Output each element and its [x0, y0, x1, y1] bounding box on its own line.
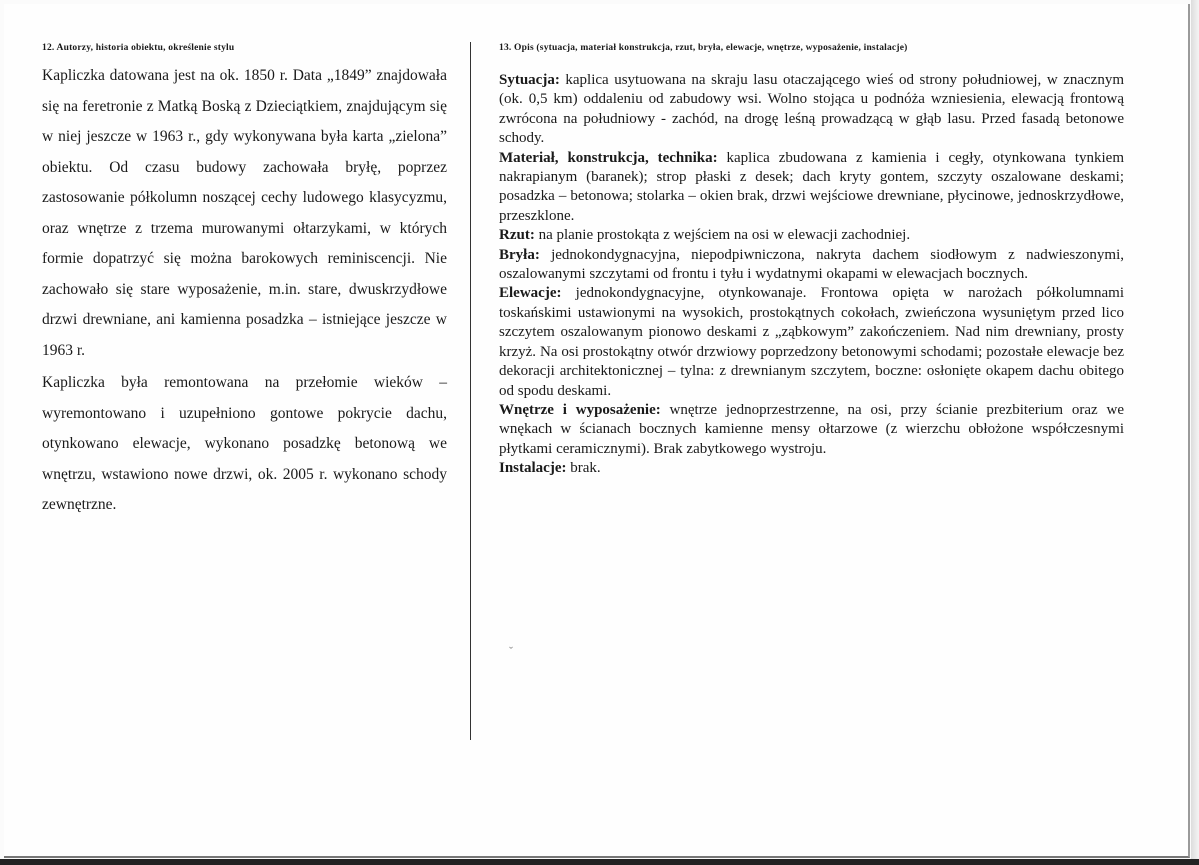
section-label: Rzut: [499, 227, 535, 244]
section-bryla [499, 246, 1124, 285]
scan-edge [1191, 0, 1199, 865]
description-column [499, 42, 1124, 479]
section-label: Bryła: [499, 246, 540, 263]
record-card [4, 4, 1190, 858]
history-heading: 12. Autorzy, historia obiektu, określenie stylu [42, 43, 235, 53]
section-text: jednokondygnacyjna, niepodpiwniczona, nakryta dachem siodłowym z nadwieszonymi, oszalowanymi szczytami od frontu i tyłu i wydatnymi okapami w elewacjach bocznych. [499, 246, 1124, 283]
history-column [42, 42, 447, 523]
history-paragraph-2: Kapliczka była remontowana na przełomie wieków – wyremontowano i uzupełniono gontowe pokrycie dachu, otynkowano elewacje, wykonano posadzkę betonową we wnętrzu, wstawiono nowe drzwi, ok. 2005 r. wykonano schody zewnętrzne. [42, 374, 447, 513]
section-label: Sytuacja: [499, 72, 560, 88]
description-heading: 13. Opis (sytuacja, materiał konstrukcja, rzut, bryła, elewacje, wnętrze, wyposażenie, instalacje) [499, 43, 908, 53]
section-label: Elewacje: [499, 285, 562, 302]
section-rzut [499, 226, 1124, 245]
section-elewacje [499, 284, 1124, 400]
section-label: Wnętrze i wyposażenie: [499, 401, 661, 418]
section-text: wnętrze jednoprzestrzenne, na osi, przy ścianie prezbiterium oraz we wnękach w ścianach bocznych kamienne mensy ołtarzowe (z wierzchu obłożone współczesnymi płytkami ceramicznymi). Brak zabytkowego wystroju. [499, 401, 1124, 457]
scan-edge-bottom [0, 859, 1199, 865]
section-text: kaplica usytuowana na skraju lasu otaczającego wieś od strony południowej, w znacznym (ok. 0,5 km) oddaleniu od zabudowy wsi. Wolno stojąca u podnóża wzniesienia, elewacją frontową zwrócona na południowy - zachód, na drogę leśną prowadzącą w głąb lasu. Przed fasadą betonowe schody. [499, 72, 1124, 147]
section-text: jednokondygnacyjne, otynkowanaje. Frontowa opięta w narożach półkolumnami toskańskimi ustawionymi na wysokich, prostokątnych cokołach, zwieńczona wysuniętym przed lico szczytem oszalowanym pionowo deskami z „ząbkowym” zakończeniem. Nad nim drewniany, prosty krzyż. Na osi prostokątny otwór drzwiowy poprzedzony betonowymi schodami; pozostałe elewacje bez dekoracji architektonicznej – tylna: z drewnianym szczytem, boczne: osłonięte okapem dachu obitego od spodu deskami. [499, 285, 1124, 399]
section-material [499, 149, 1124, 227]
section-instalacje [499, 459, 1124, 478]
section-text: kaplica zbudowana z kamienia i cegły, otynkowana tynkiem nakrapianym (baranek); strop płaski z desek; dach kryty gontem, szczyty oszalowane deskami; posadzka – betonowa; stolarka – okien brak, drzwi wejściowe drewniane, płycinowe, jednoskrzydłowe, przeszklone. [499, 149, 1124, 224]
section-text: brak. [566, 460, 601, 477]
column-divider [470, 42, 471, 740]
section-wnetrze [499, 401, 1124, 459]
pencil-mark: ˇ [509, 644, 513, 658]
history-paragraph-1: Kapliczka datowana jest na ok. 1850 r. Data „1849” znajdowała się na feretronie z Matką Boską z Dzieciątkiem, znajdującym się w niej jeszcze w 1963 r., gdy wykonywana była karta „zielona” obiektu. Od czasu budowy zachowała bryłę, poprzez zastosowanie półkolumn noszącej cechy ludowego klasycyzmu, oraz wnętrze z trzema murowanymi ołtarzykami, w których formie dopatrzyć się można barokowych reminiscencji. Nie zachowało się stare wyposażenie, m.in. stare, dwuskrzydłowe drzwi drewniane, ani kamienna posadzka – istniejące jeszcze w 1963 r. [42, 67, 447, 359]
section-sytuacja [499, 71, 1124, 149]
section-label: Materiał, konstrukcja, technika: [499, 149, 718, 166]
section-label: Instalacje: [499, 460, 567, 477]
section-text: na planie prostokąta z wejściem na osi w elewacji zachodniej. [534, 227, 911, 244]
